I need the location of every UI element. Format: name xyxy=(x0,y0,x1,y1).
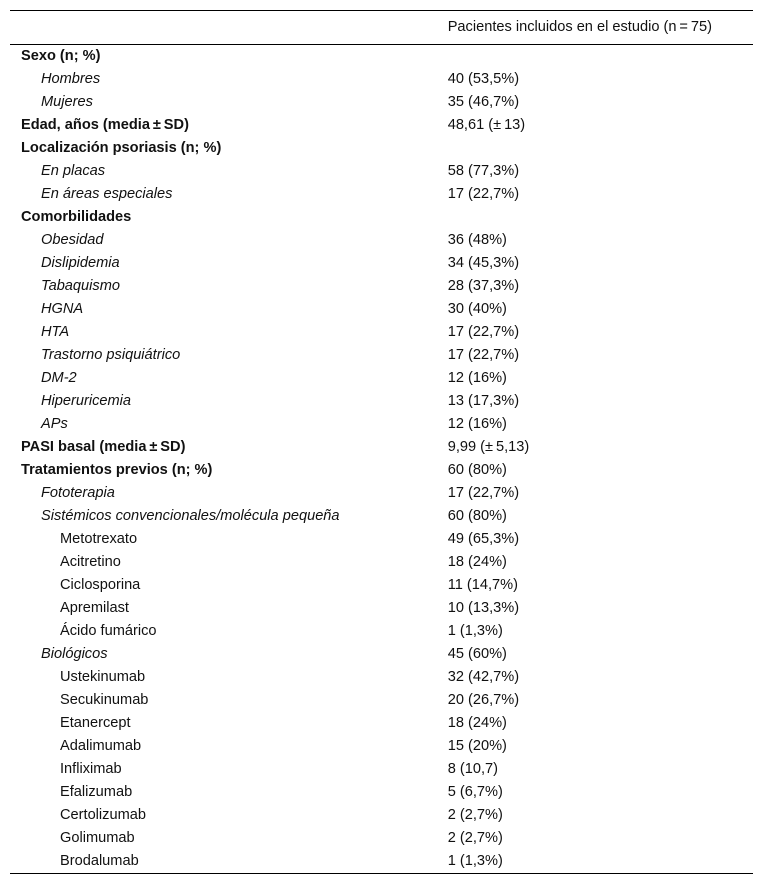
table-row xyxy=(10,137,753,160)
table-row xyxy=(10,551,753,574)
table-row xyxy=(10,91,753,114)
table-row xyxy=(10,206,753,229)
table-row xyxy=(10,597,753,620)
row-subcategory-label: Tabaquismo xyxy=(41,278,120,294)
row-value: 17 (22,7%) xyxy=(447,324,520,340)
table-row xyxy=(10,252,753,275)
row-value: 49 (65,3%) xyxy=(447,531,520,547)
row-category-label: Tratamientos previos (n; %) xyxy=(21,462,213,478)
row-subcategory-label: Trastorno psiquiátrico xyxy=(41,347,181,363)
table-row xyxy=(10,183,753,206)
header-label-column xyxy=(10,11,448,45)
row-item-label: Infliximab xyxy=(60,761,122,777)
row-subcategory-label: HGNA xyxy=(41,301,84,317)
row-subcategory-label: Fototerapia xyxy=(41,485,115,501)
row-item-label: Adalimumab xyxy=(60,738,142,754)
header-row xyxy=(10,11,753,45)
table-row xyxy=(10,436,753,459)
row-item-label: Secukinumab xyxy=(60,692,149,708)
row-category-label: Edad, años (media ± SD) xyxy=(21,117,189,133)
row-value: 60 (80%) xyxy=(447,462,507,478)
row-subcategory-label: DM-2 xyxy=(41,370,77,386)
row-item-label: Metotrexato xyxy=(60,531,138,547)
row-value xyxy=(448,45,753,69)
row-category-label: Localización psoriasis (n; %) xyxy=(21,140,222,156)
row-value: 10 (13,3%) xyxy=(447,600,520,616)
patient-characteristics-table xyxy=(10,10,753,874)
row-value: 11 (14,7%) xyxy=(447,577,519,593)
row-value xyxy=(448,206,753,229)
row-value: 35 (46,7%) xyxy=(447,94,520,110)
row-subcategory-label: Obesidad xyxy=(41,232,104,248)
row-value: 34 (45,3%) xyxy=(447,255,520,271)
table-row xyxy=(10,689,753,712)
row-subcategory-label: Hiperuricemia xyxy=(41,393,132,409)
row-subcategory-label: Mujeres xyxy=(41,94,93,110)
row-item-label: Efalizumab xyxy=(60,784,133,800)
table-row xyxy=(10,620,753,643)
patient-characteristics-table-container xyxy=(10,10,753,874)
row-item-label: Certolizumab xyxy=(60,807,146,823)
header-patients-column: Pacientes incluidos en el estudio (n = 75) xyxy=(447,19,712,35)
row-value: 30 (40%) xyxy=(447,301,507,317)
table-row xyxy=(10,827,753,850)
row-category-label: PASI basal (media ± SD) xyxy=(21,439,186,455)
row-value: 2 (2,7%) xyxy=(447,830,503,846)
row-subcategory-label: Sistémicos convencionales/molécula pequeña xyxy=(41,508,340,524)
row-subcategory-label: Biológicos xyxy=(41,646,108,662)
row-value: 28 (37,3%) xyxy=(447,278,520,294)
table-row xyxy=(10,528,753,551)
row-value: 1 (1,3%) xyxy=(447,623,503,639)
row-value: 17 (22,7%) xyxy=(447,485,520,501)
row-value: 48,61 (± 13) xyxy=(447,117,526,133)
row-value: 2 (2,7%) xyxy=(447,807,503,823)
table-row xyxy=(10,229,753,252)
row-item-label: Ustekinumab xyxy=(60,669,146,685)
row-item-label: Etanercept xyxy=(60,715,131,731)
row-item-label: Ácido fumárico xyxy=(60,623,157,639)
row-value: 32 (42,7%) xyxy=(447,669,520,685)
row-item-label: Brodalumab xyxy=(60,853,139,869)
row-item-label: Acitretino xyxy=(60,554,121,570)
table-row xyxy=(10,275,753,298)
row-value: 17 (22,7%) xyxy=(447,186,520,202)
row-value: 45 (60%) xyxy=(447,646,507,662)
table-row xyxy=(10,298,753,321)
row-value: 1 (1,3%) xyxy=(447,853,503,869)
table-row xyxy=(10,367,753,390)
table-row xyxy=(10,735,753,758)
table-row xyxy=(10,850,753,874)
row-subcategory-label: Dislipidemia xyxy=(41,255,120,271)
table-row xyxy=(10,643,753,666)
table-row xyxy=(10,413,753,436)
row-value: 40 (53,5%) xyxy=(447,71,520,87)
row-item-label: Apremilast xyxy=(60,600,129,616)
table-row xyxy=(10,344,753,367)
table-row xyxy=(10,321,753,344)
row-value: 18 (24%) xyxy=(447,715,507,731)
table-body xyxy=(10,45,753,874)
row-value: 8 (10,7) xyxy=(447,761,498,777)
row-value: 58 (77,3%) xyxy=(447,163,520,179)
row-item-label: Golimumab xyxy=(60,830,135,846)
row-value: 18 (24%) xyxy=(447,554,507,570)
row-category-label: Sexo (n; %) xyxy=(21,48,101,64)
table-row xyxy=(10,781,753,804)
row-value: 17 (22,7%) xyxy=(447,347,520,363)
row-value: 9,99 (± 5,13) xyxy=(447,439,530,455)
row-value: 12 (16%) xyxy=(447,416,507,432)
row-subcategory-label: HTA xyxy=(41,324,70,340)
row-value: 20 (26,7%) xyxy=(447,692,520,708)
table-row xyxy=(10,482,753,505)
row-subcategory-label: En áreas especiales xyxy=(41,186,173,202)
row-value: 13 (17,3%) xyxy=(447,393,520,409)
table-header xyxy=(10,11,753,45)
table-row xyxy=(10,758,753,781)
table-row xyxy=(10,459,753,482)
row-item-label: Ciclosporina xyxy=(60,577,141,593)
table-row xyxy=(10,666,753,689)
table-row xyxy=(10,45,753,69)
table-row xyxy=(10,505,753,528)
row-subcategory-label: APs xyxy=(41,416,68,432)
row-category-label: Comorbilidades xyxy=(21,209,132,225)
table-row xyxy=(10,390,753,413)
row-subcategory-label: Hombres xyxy=(41,71,101,87)
table-row xyxy=(10,712,753,735)
table-row xyxy=(10,160,753,183)
row-value: 36 (48%) xyxy=(447,232,507,248)
row-value: 5 (6,7%) xyxy=(447,784,503,800)
row-value: 15 (20%) xyxy=(447,738,507,754)
table-row xyxy=(10,804,753,827)
table-row xyxy=(10,574,753,597)
row-value: 60 (80%) xyxy=(447,508,507,524)
row-value: 12 (16%) xyxy=(447,370,507,386)
row-subcategory-label: En placas xyxy=(41,163,106,179)
table-row xyxy=(10,68,753,91)
row-value xyxy=(448,137,753,160)
table-row xyxy=(10,114,753,137)
